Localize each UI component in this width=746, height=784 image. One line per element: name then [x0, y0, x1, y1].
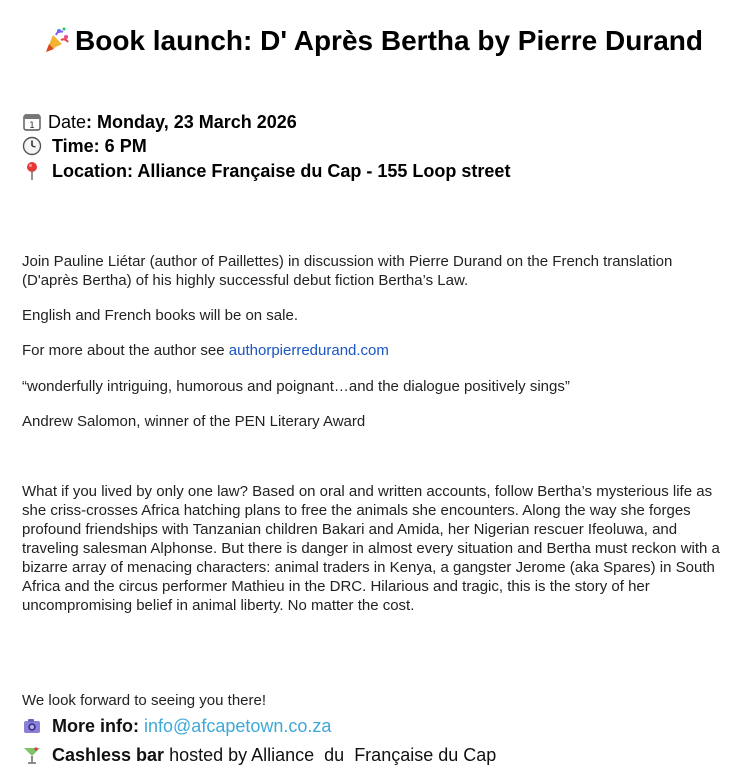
review-quote: “wonderfully intriguing, humorous and poignant…and the dialogue positively sings” — [22, 378, 570, 395]
calendar-icon — [22, 112, 42, 132]
date-value: : Monday, 23 March 2026 — [86, 112, 297, 132]
cashless-bar-line — [22, 743, 496, 767]
svg-text:1: 1 — [29, 121, 35, 131]
cashless-bar-text: hosted by Alliance du Française du Cap — [164, 745, 497, 765]
books-on-sale: English and French books will be on sale. — [22, 307, 298, 324]
page-title — [0, 24, 746, 58]
more-info-label: More info: — [52, 716, 139, 736]
date-line — [22, 110, 297, 134]
more-about-prefix: For more about the author see — [22, 342, 229, 359]
author-website-link[interactable]: authorpierredurand.com — [228, 342, 389, 359]
more-about-author — [22, 341, 726, 360]
location-line — [22, 159, 510, 183]
time-line — [22, 134, 147, 158]
title-text: Book launch: D' Après Bertha by Pierre Durand — [75, 25, 703, 56]
cashless-bar-label: Cashless bar — [52, 745, 165, 765]
location-pin-icon — [22, 161, 42, 181]
clock-icon — [22, 136, 42, 156]
date-label: Date — [48, 112, 87, 132]
synopsis-paragraph: What if you lived by only one law? Based on oral and written accounts, follow Bertha’s mysterious life as she criss-crosses Africa hatching plans to free the animals she encounters. Along the way she forges profound friendships with Tanzanian children Bakari and Amida, her Nigerian rescuer Ifeoluwa, and traveling salesman Alphonse. But there is danger in almost every situation and Bertha must reckon with a bizarre array of menacing characters: animal traders in Kenya, a gangster Jerome (aka Spares) in South Africa and the circus performer Mathieu in the DRC. Hilarious and tragic, this is the story of her uncompromising belief in animal liberty. No matter the cost. — [22, 483, 720, 614]
camera-icon — [22, 716, 42, 736]
more-info-email-link[interactable]: info@afcapetown.co.za — [144, 716, 332, 736]
party-popper-icon — [43, 26, 71, 54]
cocktail-icon — [22, 745, 42, 765]
location-label: Location: Alliance Française du Cap - 155 Loop street — [52, 161, 511, 181]
quote-author: Andrew Salomon, winner of the PEN Literary Award — [22, 413, 366, 430]
more-info-line — [22, 714, 331, 738]
closing-line: We look forward to seeing you there! — [22, 692, 267, 709]
time-label: Time: 6 PM — [52, 136, 147, 156]
intro-paragraph: Join Pauline Liétar (author of Paillettes) in discussion with Pierre Durand on the French translation (D'après Bertha) of his highly successful debut fiction Bertha’s Law. — [22, 253, 673, 289]
